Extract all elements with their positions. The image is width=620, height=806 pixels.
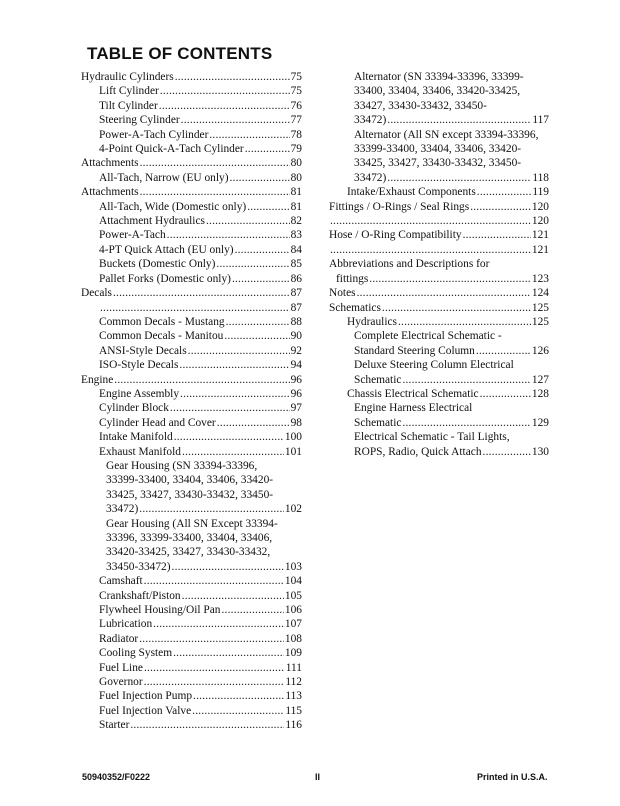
toc-leader-dots xyxy=(330,243,531,257)
toc-page-number: 118 xyxy=(532,171,549,184)
toc-page-number: 121 xyxy=(531,229,549,242)
toc-entry[interactable] xyxy=(81,574,302,588)
toc-entry-label: Intake Manifold xyxy=(99,431,173,444)
toc-page-number: 120 xyxy=(531,215,549,228)
toc-page-number: 128 xyxy=(531,387,549,400)
toc-entry-label: Schematic xyxy=(354,416,402,429)
toc-entry-label-line: 33396, 33399-33400, 33404, 33406, xyxy=(106,532,273,544)
toc-entry-label: All-Tach, Narrow (EU only) xyxy=(99,171,229,184)
toc-page-number: 84 xyxy=(290,243,302,256)
toc-entry-label: ISO-Style Decals xyxy=(99,359,179,372)
toc-entry-label-line: Deluxe Steering Column Electrical xyxy=(354,359,514,372)
toc-entry[interactable] xyxy=(81,373,302,387)
toc-entry-label: Common Decals - Mustang xyxy=(99,315,225,328)
toc-leader-dots xyxy=(463,228,531,242)
toc-entry-label: Schematics xyxy=(329,301,381,314)
toc-page-number: 130 xyxy=(531,445,549,458)
toc-entry-label: Cylinder Head and Cover xyxy=(99,416,216,429)
toc-leader-dots xyxy=(224,329,289,343)
toc-entry-label: Hydraulics xyxy=(347,315,397,328)
toc-leader-dots xyxy=(247,200,289,214)
toc-entry[interactable] xyxy=(329,257,549,286)
toc-page-number: 87 xyxy=(290,301,302,314)
toc-leader-dots xyxy=(206,214,290,228)
toc-entry-label: Fuel Injection Pump xyxy=(99,690,193,703)
toc-entry-label: Intake/Exhaust Components xyxy=(347,186,476,199)
toc-entry[interactable] xyxy=(329,228,549,242)
toc-entry[interactable] xyxy=(329,243,549,257)
toc-page-number: 81 xyxy=(290,200,302,213)
toc-page-number: 75 xyxy=(290,85,302,98)
toc-leader-dots xyxy=(402,416,530,430)
toc-entry-label-line: Alternator (All SN except 33394-33396, xyxy=(354,128,539,141)
toc-entry-label: Power-A-Tach Cylinder xyxy=(99,128,209,141)
toc-page-number: 115 xyxy=(285,704,302,717)
toc-entry-label: Crankshaft/Piston xyxy=(99,589,181,602)
toc-entry[interactable] xyxy=(81,646,302,660)
toc-entry-label: Engine Assembly xyxy=(99,387,180,400)
toc-leader-dots xyxy=(160,84,290,98)
toc-leader-dots xyxy=(222,603,284,617)
toc-page-number: 80 xyxy=(290,171,302,184)
toc-leader-dots xyxy=(182,445,284,459)
toc-entry[interactable] xyxy=(329,387,549,401)
toc-leader-dots xyxy=(144,675,285,689)
toc-entry[interactable] xyxy=(81,689,302,703)
toc-page-number: 86 xyxy=(290,272,302,285)
toc-page-number: 111 xyxy=(285,661,302,674)
toc-entry[interactable] xyxy=(81,99,302,113)
toc-leader-dots xyxy=(387,113,531,127)
toc-left-column xyxy=(81,70,302,733)
toc-entry[interactable] xyxy=(81,185,302,199)
toc-entry[interactable] xyxy=(329,185,549,199)
toc-page-number: 98 xyxy=(290,416,302,429)
toc-leader-dots xyxy=(245,142,290,156)
toc-leader-dots xyxy=(402,373,530,387)
toc-page-number: 125 xyxy=(531,315,549,328)
toc-leader-dots xyxy=(230,171,290,185)
toc-entry-label: Fuel Injection Valve xyxy=(99,704,192,717)
footer-doc-number: 50940352/F0222 xyxy=(82,772,151,782)
toc-leader-dots xyxy=(192,704,284,718)
toc-page-number: 94 xyxy=(290,359,302,372)
toc-leader-dots xyxy=(398,315,531,329)
toc-entry[interactable] xyxy=(81,344,302,358)
toc-page-number: 125 xyxy=(531,301,549,314)
toc-leader-dots xyxy=(357,286,531,300)
toc-page-number: 96 xyxy=(290,387,302,400)
toc-entry[interactable] xyxy=(81,675,302,689)
toc-leader-dots xyxy=(387,171,531,185)
toc-page-number: 83 xyxy=(290,229,302,242)
toc-entry-label: Fittings / O-Rings / Seal Rings xyxy=(329,200,470,213)
toc-entry-label: Flywheel Housing/Oil Pan xyxy=(99,604,221,617)
toc-entry-label: Fuel Line xyxy=(99,661,143,674)
toc-page-number: 112 xyxy=(285,676,302,689)
toc-entry-label: Cylinder Block xyxy=(99,402,169,415)
toc-entry-label: Radiator xyxy=(99,632,139,645)
toc-entry[interactable] xyxy=(81,589,302,603)
toc-entry-label-line: Gear Housing (SN 33394-33396, xyxy=(106,459,258,472)
toc-entry[interactable] xyxy=(81,214,302,228)
toc-page-number: 88 xyxy=(290,315,302,328)
toc-entry-label: Exhaust Manifold xyxy=(99,445,181,458)
toc-entry-label: Power-A-Tach xyxy=(99,229,166,242)
toc-leader-dots xyxy=(232,272,290,286)
toc-entry[interactable] xyxy=(329,286,549,300)
toc-entry-label: Lubrication xyxy=(99,618,153,631)
toc-page-number: 117 xyxy=(532,114,549,127)
toc-entry[interactable] xyxy=(81,171,302,185)
toc-page-number: 82 xyxy=(290,215,302,228)
toc-page-number: 101 xyxy=(284,445,302,458)
toc-leader-dots xyxy=(144,574,284,588)
toc-entry[interactable] xyxy=(81,416,302,430)
toc-leader-dots xyxy=(382,301,531,315)
toc-leader-dots xyxy=(114,373,289,387)
toc-entry[interactable] xyxy=(81,243,302,257)
toc-leader-dots xyxy=(193,689,284,703)
toc-entry[interactable] xyxy=(81,329,302,343)
toc-leader-dots xyxy=(470,200,531,214)
toc-entry[interactable] xyxy=(81,704,302,718)
toc-page-number: 116 xyxy=(285,719,302,732)
toc-entry-label: Schematic xyxy=(354,373,402,386)
toc-leader-dots xyxy=(179,358,289,372)
toc-leader-dots xyxy=(170,401,290,415)
toc-leader-dots xyxy=(140,185,290,199)
toc-entry-label: Notes xyxy=(329,287,356,300)
toc-page-number: 79 xyxy=(290,143,302,156)
toc-leader-dots xyxy=(477,185,532,199)
toc-entry-label: Attachments xyxy=(81,186,139,199)
toc-page-number: 108 xyxy=(284,632,302,645)
toc-entry-label: Attachment Hydraulics xyxy=(99,215,205,228)
toc-entry[interactable] xyxy=(81,113,302,127)
toc-page-number: 85 xyxy=(290,258,302,271)
toc-page-number: 127 xyxy=(531,373,549,386)
toc-entry-label: Attachments xyxy=(81,157,139,170)
toc-entry[interactable] xyxy=(81,358,302,372)
toc-page-number: 106 xyxy=(284,604,302,617)
toc-entry[interactable] xyxy=(81,401,302,415)
toc-leader-dots xyxy=(167,228,290,242)
toc-entry-label: Hose / O-Ring Compatibility xyxy=(329,229,462,242)
toc-entry-label: Lift Cylinder xyxy=(99,85,159,98)
toc-leader-dots xyxy=(216,257,289,271)
toc-page-number: 120 xyxy=(531,200,549,213)
toc-entry-label: fittings xyxy=(336,272,369,285)
toc-leader-dots xyxy=(139,632,284,646)
toc-page-number: 81 xyxy=(290,186,302,199)
toc-page-number: 87 xyxy=(290,287,302,300)
toc-entry-label: Hydraulic Cylinders xyxy=(81,71,174,83)
toc-page-number: 113 xyxy=(285,690,302,703)
toc-leader-dots xyxy=(113,286,290,300)
toc-entry[interactable] xyxy=(329,214,549,228)
toc-leader-dots xyxy=(153,617,284,631)
toc-entry-label: All-Tach, Wide (Domestic only) xyxy=(99,200,247,213)
toc-entry-label-line: 33400, 33404, 33406, 33420-33425, xyxy=(354,85,521,98)
toc-entry[interactable] xyxy=(81,84,302,98)
toc-entry-label: Starter xyxy=(99,719,130,732)
toc-entry[interactable] xyxy=(81,632,302,646)
toc-entry-label: Governor xyxy=(99,676,143,689)
toc-entry-label-line: 33425, 33427, 33430-33432, 33450- xyxy=(354,157,522,170)
toc-entry[interactable] xyxy=(81,718,302,732)
toc-page-number: 97 xyxy=(290,402,302,415)
toc-page-number: 123 xyxy=(531,272,549,285)
toc-page-number: 126 xyxy=(531,344,549,357)
toc-leader-dots xyxy=(180,387,290,401)
toc-entry[interactable] xyxy=(81,445,302,459)
toc-leader-dots xyxy=(480,387,531,401)
toc-entry-label: Steering Cylinder xyxy=(99,114,180,127)
toc-entry[interactable] xyxy=(81,459,302,517)
toc-entry-label: 33472) xyxy=(106,503,139,516)
toc-entry-label: 33472) xyxy=(354,114,387,127)
toc-entry-label-line: 33399-33400, 33404, 33406, 33420- xyxy=(106,474,274,487)
toc-entry[interactable] xyxy=(81,70,302,84)
toc-entry-label: Camshaft xyxy=(99,575,143,588)
toc-entry[interactable] xyxy=(81,200,302,214)
toc-entry[interactable] xyxy=(81,228,302,242)
toc-entry[interactable] xyxy=(81,257,302,271)
toc-leader-dots xyxy=(130,718,284,732)
toc-entry[interactable] xyxy=(329,301,549,315)
toc-entry[interactable] xyxy=(81,315,302,329)
toc-leader-dots xyxy=(181,113,290,127)
toc-leader-dots xyxy=(175,70,290,84)
toc-entry-label-line: 33399-33400, 33404, 33406, 33420- xyxy=(354,143,522,156)
toc-page-number: 90 xyxy=(290,330,302,343)
toc-entry[interactable] xyxy=(81,430,302,444)
toc-entry[interactable] xyxy=(81,286,302,300)
toc-leader-dots xyxy=(369,272,531,286)
toc-leader-dots xyxy=(235,243,290,257)
toc-page-number: 129 xyxy=(531,416,549,429)
toc-entry[interactable] xyxy=(81,301,302,315)
toc-entry-label: Tilt Cylinder xyxy=(99,99,158,112)
toc-right-column xyxy=(329,70,549,459)
toc-entry-label-line: 33420-33425, 33427, 33430-33432, xyxy=(106,546,271,559)
toc-leader-dots xyxy=(172,560,284,574)
toc-leader-dots xyxy=(209,128,289,142)
toc-entry-label: Decals xyxy=(81,287,112,300)
toc-entry-label-line: Gear Housing (All SN Except 33394- xyxy=(106,517,278,530)
toc-leader-dots xyxy=(330,214,531,228)
toc-leader-dots xyxy=(226,315,290,329)
toc-entry-label: Engine xyxy=(81,373,114,386)
toc-page-number: 96 xyxy=(290,373,302,386)
toc-entry-label: Chassis Electrical Schematic xyxy=(347,387,479,400)
toc-entry-label: ROPS, Radio, Quick Attach xyxy=(354,445,482,458)
toc-leader-dots xyxy=(483,445,531,459)
page-title: TABLE OF CONTENTS xyxy=(87,44,273,63)
toc-entry[interactable] xyxy=(81,603,302,617)
toc-entry-label: Pallet Forks (Domestic only) xyxy=(99,272,231,285)
toc-page-number: 107 xyxy=(284,618,302,631)
toc-entry-label-line: 33427, 33430-33432, 33450- xyxy=(354,99,487,112)
toc-leader-dots xyxy=(144,661,285,675)
toc-entry[interactable] xyxy=(81,387,302,401)
toc-entry[interactable] xyxy=(329,430,549,459)
toc-entry[interactable] xyxy=(329,358,549,387)
toc-entry-label: Buckets (Domestic Only) xyxy=(99,258,216,271)
toc-page-number: 109 xyxy=(284,647,302,660)
toc-entry-label-line: Electrical Schematic - Tail Lights, xyxy=(354,431,510,444)
toc-entry[interactable] xyxy=(329,329,549,358)
toc-leader-dots xyxy=(476,344,531,358)
toc-page-number: 124 xyxy=(531,287,549,300)
toc-leader-dots xyxy=(173,646,284,660)
toc-entry-label-line: Engine Harness Electrical xyxy=(354,402,473,415)
toc-entry[interactable] xyxy=(329,200,549,214)
toc-entry-label: Cooling System xyxy=(99,647,173,660)
toc-page-number: 80 xyxy=(290,157,302,170)
toc-entry-label: Common Decals - Manitou xyxy=(99,330,224,343)
toc-entry[interactable] xyxy=(81,617,302,631)
toc-entry[interactable] xyxy=(329,70,549,128)
toc-page-number: 77 xyxy=(290,114,302,127)
toc-leader-dots xyxy=(140,156,290,170)
footer-printed: Printed in U.S.A. xyxy=(477,772,548,782)
toc-entry-label: ANSI-Style Decals xyxy=(99,344,187,357)
toc-entry-label-line: Complete Electrical Schematic - xyxy=(354,330,502,343)
toc-leader-dots xyxy=(182,589,284,603)
toc-entry-label: 4-Point Quick-A-Tach Cylinder xyxy=(99,143,244,156)
toc-leader-dots xyxy=(139,502,284,516)
toc-page-number: 76 xyxy=(290,99,302,112)
toc-entry[interactable] xyxy=(81,142,302,156)
toc-leader-dots xyxy=(100,301,290,315)
toc-entry[interactable] xyxy=(81,156,302,170)
toc-leader-dots xyxy=(217,416,290,430)
toc-page-number: 119 xyxy=(532,186,549,199)
toc-page-number: 78 xyxy=(290,128,302,141)
toc-entry[interactable] xyxy=(81,128,302,142)
toc-entry[interactable] xyxy=(329,315,549,329)
toc-page-number: 105 xyxy=(284,589,302,602)
toc-entry-label: 33450-33472) xyxy=(106,560,171,573)
toc-entry[interactable] xyxy=(329,401,549,430)
toc-entry-label: 33472) xyxy=(354,171,387,184)
toc-entry[interactable] xyxy=(81,517,302,575)
toc-page-number: 121 xyxy=(531,243,549,256)
toc-entry-label-line: Abbreviations and Descriptions for xyxy=(329,258,490,271)
toc-leader-dots xyxy=(174,430,284,444)
toc-page-number: 102 xyxy=(284,503,302,516)
toc-entry[interactable] xyxy=(81,661,302,675)
toc-page-number: 103 xyxy=(284,560,302,573)
toc-entry[interactable] xyxy=(329,128,549,186)
toc-entry-label: 4-PT Quick Attach (EU only) xyxy=(99,243,234,256)
toc-entry-label-line: Alternator (SN 33394-33396, 33399- xyxy=(354,71,524,83)
toc-entry[interactable] xyxy=(81,272,302,286)
toc-page-number: 100 xyxy=(284,431,302,444)
footer-page-number: II xyxy=(315,772,321,782)
toc-page-number: 104 xyxy=(284,575,302,588)
toc-leader-dots xyxy=(159,99,290,113)
toc-entry-label: Standard Steering Column xyxy=(354,344,475,357)
toc-page-number: 75 xyxy=(290,71,302,83)
toc-entry-label-line: 33425, 33427, 33430-33432, 33450- xyxy=(106,488,274,501)
toc-page-number: 92 xyxy=(290,344,302,357)
toc-leader-dots xyxy=(188,344,290,358)
